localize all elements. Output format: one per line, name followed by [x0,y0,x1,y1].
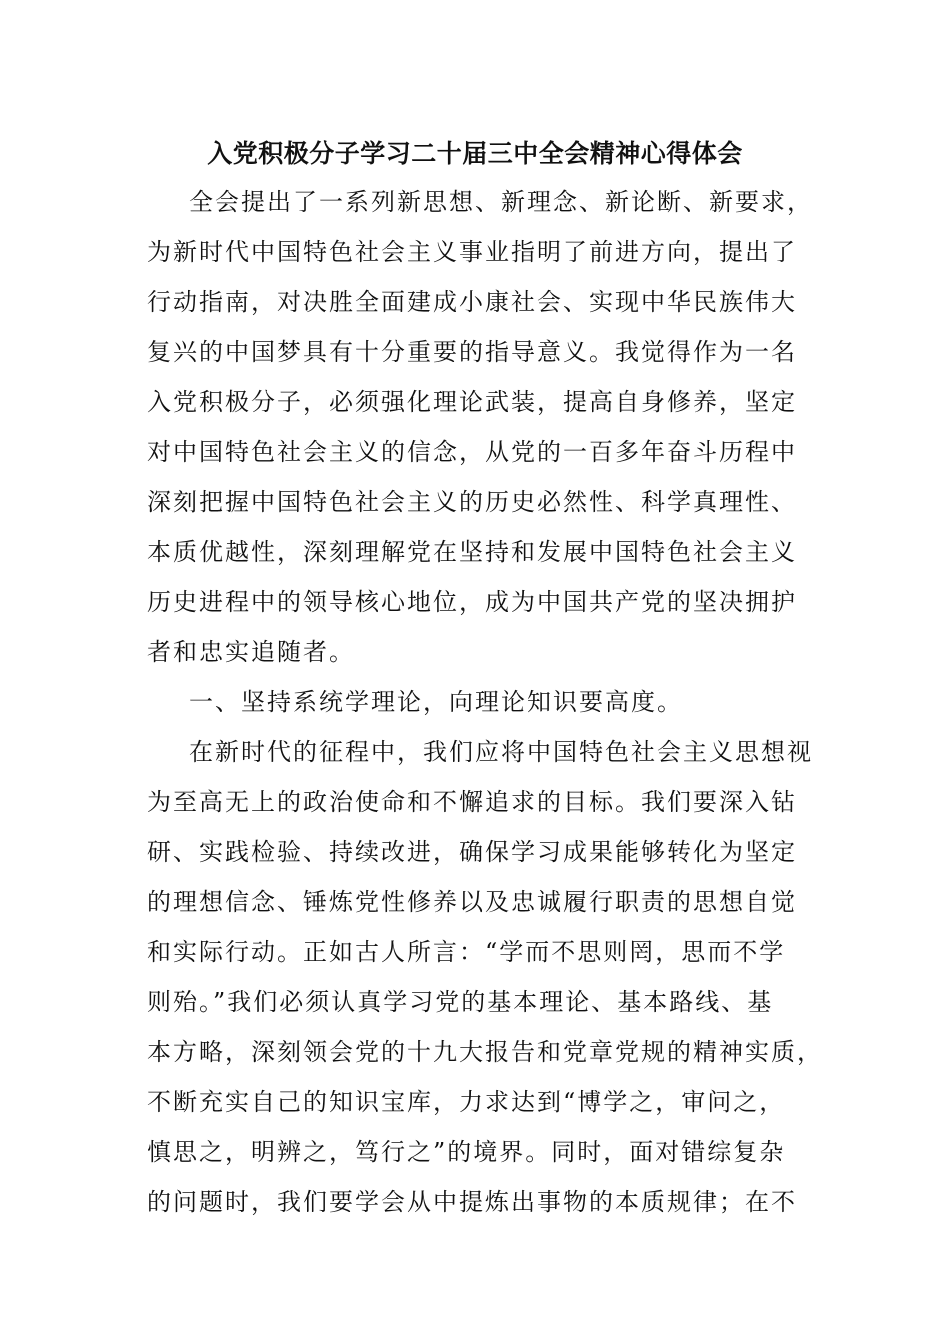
paragraph-1-line-1: 全会提出了一系列新思想、新理念、新论断、新要求， [189,188,813,216]
paragraph-1-line-5: 入党积极分子，必须强化理论武装，提高自身修养，坚定 [147,388,797,416]
paragraph-1-line-9: 历史进程中的领导核心地位，成为中国共产党的坚决拥护 [147,588,797,616]
paragraph-2-line-7: 本方略，深刻领会党的十九大报告和党章党规的精神实质， [147,1038,823,1066]
document-title: 入党积极分子学习二十届三中全会精神心得体会 [207,139,743,168]
paragraph-2-line-3: 研、实践检验、持续改进，确保学习成果能够转化为坚定 [147,838,797,866]
paragraph-1-line-7: 深刻把握中国特色社会主义的历史必然性、科学真理性、 [147,488,797,516]
paragraph-1-line-8: 本质优越性，深刻理解党在坚持和发展中国特色社会主义 [147,538,797,566]
paragraph-1-line-10: 者和忠实追随者。 [147,638,355,666]
section-heading-1: 一、坚持系统学理论，向理论知识要高度。 [189,688,683,716]
paragraph-1-line-2: 为新时代中国特色社会主义事业指明了前进方向，提出了 [147,238,797,266]
paragraph-2-line-9: 慎思之，明辨之，笃行之”的境界。同时，面对错综复杂 [147,1138,786,1166]
paragraph-1-line-3: 行动指南，对决胜全面建成小康社会、实现中华民族伟大 [147,288,797,316]
paragraph-2-line-4: 的理想信念、锤炼党性修养以及忠诚履行职责的思想自觉 [147,888,797,916]
paragraph-2-line-5: 和实际行动。正如古人所言：“学而不思则罔，思而不学 [147,938,786,966]
paragraph-2-line-6: 则殆。”我们必须认真学习党的基本理论、基本路线、基 [147,988,774,1016]
paragraph-2-line-1: 在新时代的征程中，我们应将中国特色社会主义思想视 [189,738,813,766]
paragraph-1-line-4: 复兴的中国梦具有十分重要的指导意义。我觉得作为一名 [147,338,797,366]
paragraph-2-line-2: 为至高无上的政治使命和不懈追求的目标。我们要深入钻 [147,788,797,816]
paragraph-1-line-6: 对中国特色社会主义的信念，从党的一百多年奋斗历程中 [147,438,797,466]
paragraph-2-line-10: 的问题时，我们要学会从中提炼出事物的本质规律；在不 [147,1188,797,1216]
paragraph-2-line-8: 不断充实自己的知识宝库，力求达到“博学之，审问之， [147,1088,786,1116]
